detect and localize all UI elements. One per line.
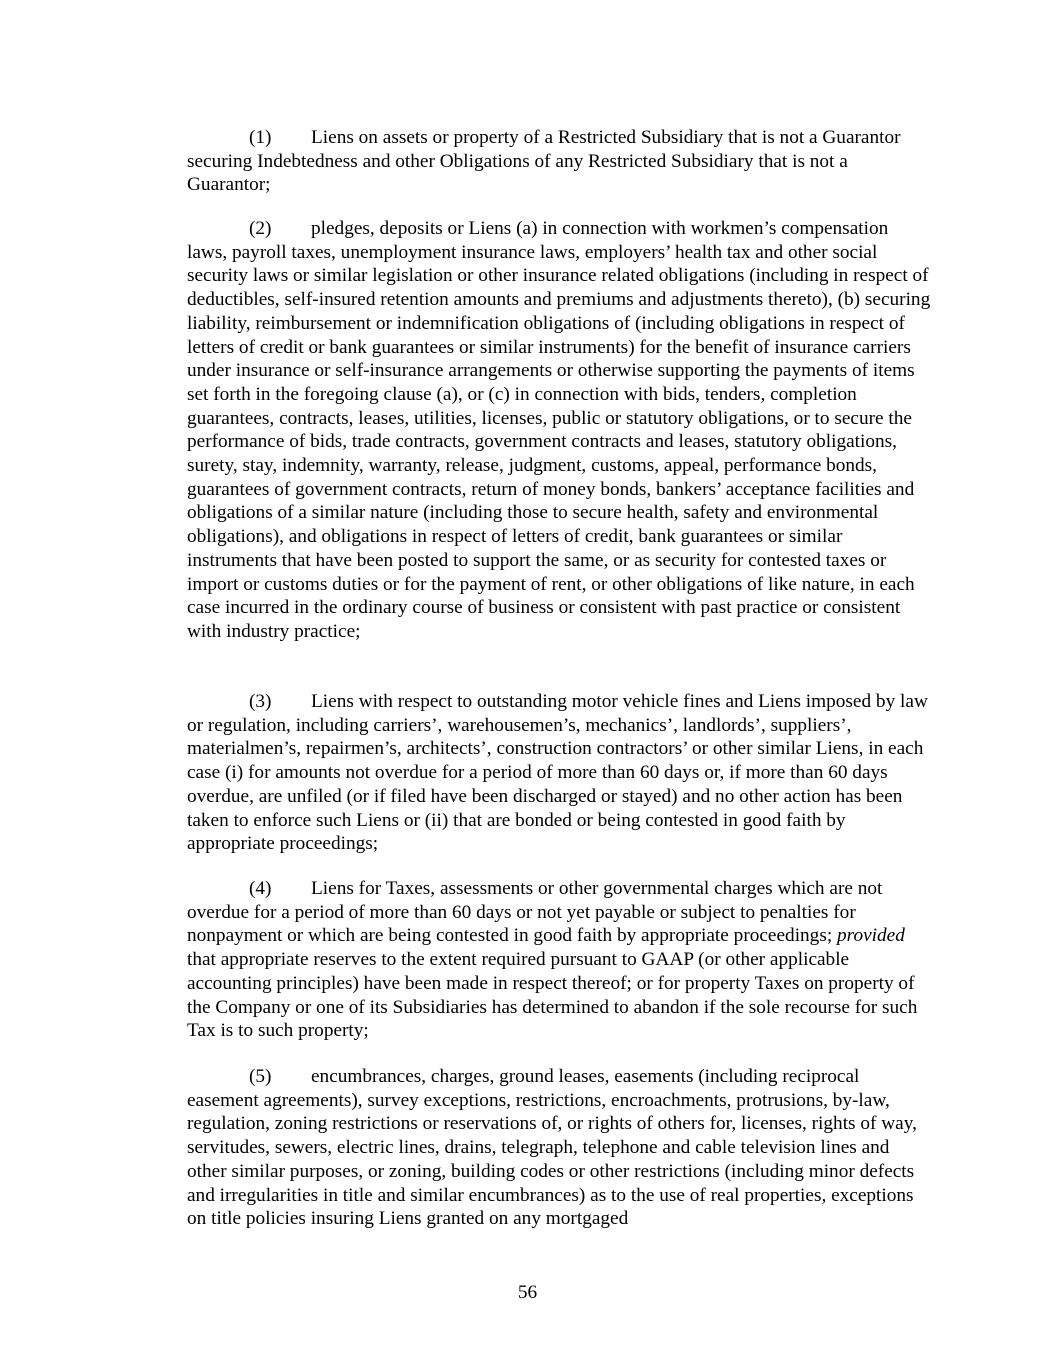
clause-number: (5) [249,1066,272,1087]
clause-4 [187,877,932,1043]
clause-number: (4) [249,878,272,899]
clause-number: (1) [249,127,272,148]
clause-5 [187,1065,932,1231]
page-number: 56 [517,1282,538,1303]
clause-number: (3) [249,691,272,712]
clause-text: Liens on assets or property of a Restricted Subsidiary that is not a Guarantor securing Indebtedness and other Obligations of any Restricted Subsidiary that is not a Guarantor; [187,127,901,196]
clause-text-continued: that appropriate reserves to the extent required pursuant to GAAP (or other applicable accounting principles) have been made in respect thereof; or for property Taxes on property of the Company or one of its Subsidiaries has determined to abandon if the sole recourse for such Tax is to such property; [187,949,918,1042]
clause-text: pledges, deposits or Liens (a) in connection with workmen’s compensation laws, payroll taxes, unemployment insurance laws, employers’ health tax and other social security laws or similar legislation or other insurance related obligations (including in respect of deductibles, self-insured retention amounts and premiums and adjustments thereto), (b) securing liability, reimbursement or indemnification obligations of (including obligations in respect of letters of credit or bank guarantees or similar instruments) for the benefit of insurance carriers under insurance or self-insurance arrangements or otherwise supporting the payments of items set forth in the foregoing clause (a), or (c) in connection with bids, tenders, completion guarantees, contracts, leases, utilities, licenses, public or statutory obligations, or to secure the performance of bids, trade contracts, government contracts and leases, statutory obligations, surety, stay, indemnity, warranty, release, judgment, customs, appeal, performance bonds, guarantees of government contracts, return of money bonds, bankers’ acceptance facilities and obligations of a similar nature (including those to secure health, safety and environmental obligations), and obligations in respect of letters of credit, bank guarantees or similar instruments that have been posted to support the same, or as security for contested taxes or import or customs duties or for the payment of rent, or other obligations of like nature, in each case incurred in the ordinary course of business or consistent with past practice or consistent with industry practice; [187,218,931,642]
clause-number: (2) [249,218,272,239]
provided-emphasis: provided [837,925,905,947]
clause-text: encumbrances, charges, ground leases, easements (including reciprocal easement agreements), survey exceptions, restrictions, encroachments, protrusions, by-law, regulation, zoning restrictions or reservations of, or rights of others for, licenses, rights of way, servitudes, sewers, electric lines, drains, telegraph, telephone and cable television lines and other similar purposes, or zoning, building codes or other restrictions (including minor defects and irregularities in title and similar encumbrances) as to the use of real properties, exceptions on title policies insuring Liens granted on any mortgaged [187,1066,917,1230]
clause-text: Liens for Taxes, assessments or other governmental charges which are not overdue for a period of more than 60 days or not yet payable or subject to penalties for nonpayment or which are being contested in good faith by appropriate proceedings; [187,878,883,947]
clause-2 [187,217,932,644]
clause-text: Liens with respect to outstanding motor vehicle fines and Liens imposed by law or regulation, including carriers’, warehousemen’s, mechanics’, landlords’, suppliers’, materialmen’s, repairmen’s, architects’, construction contractors’ or other similar Liens, in each case (i) for amounts not overdue for a period of more than 60 days or, if more than 60 days overdue, are unfiled (or if filed have been discharged or stayed) and no other action has been taken to enforce such Liens or (ii) that are bonded or being contested in good faith by appropriate proceedings; [187,691,928,855]
clause-3 [187,690,932,856]
clause-1 [187,126,932,197]
